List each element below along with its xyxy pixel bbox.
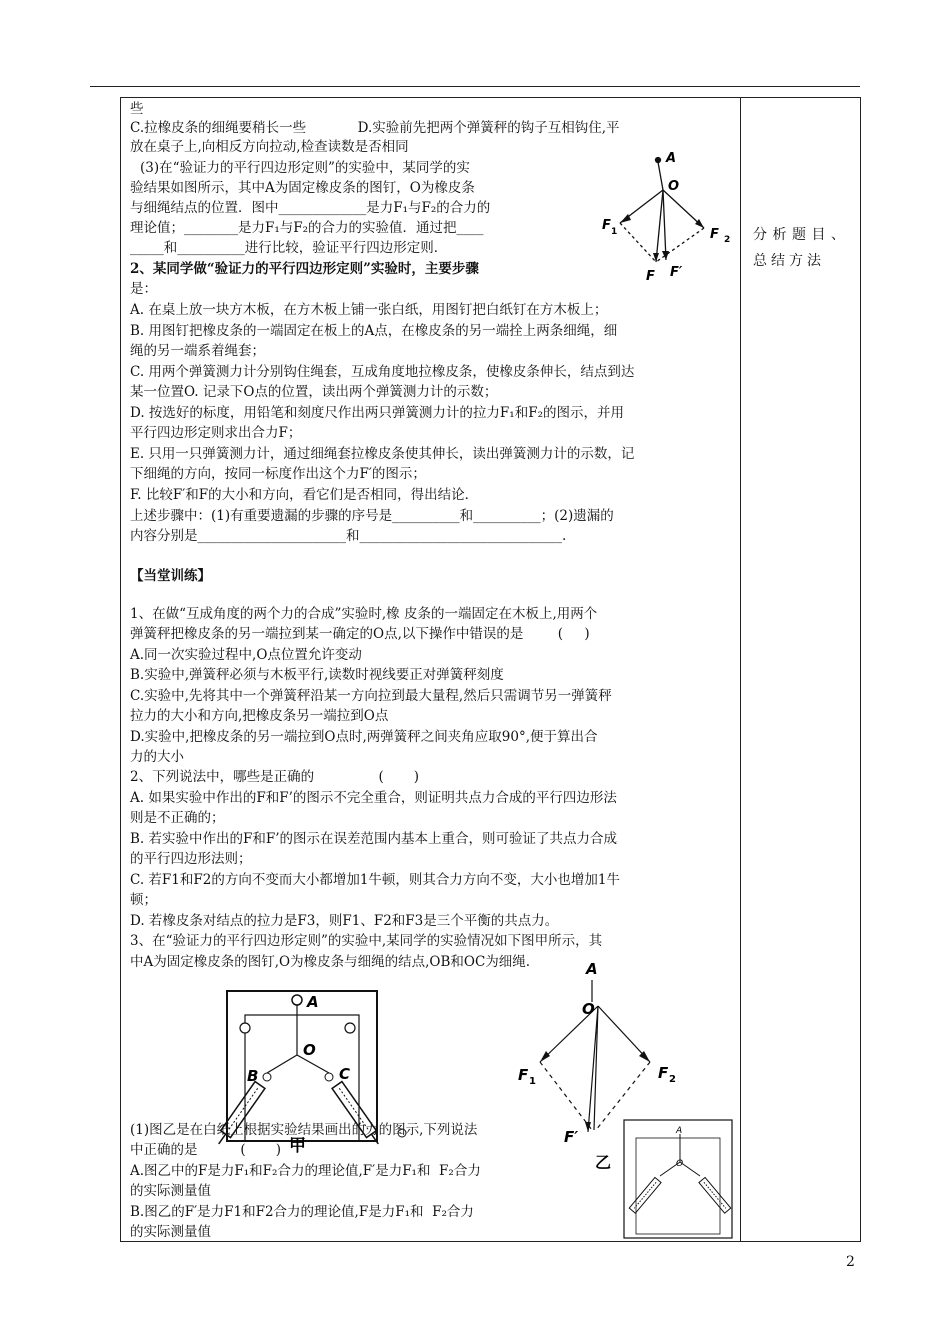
label-f1-sub: 1 bbox=[611, 227, 618, 237]
label-o: O bbox=[668, 179, 680, 194]
text-line: 则是不正确的； bbox=[130, 810, 225, 826]
page-number: 2 bbox=[846, 1254, 855, 1270]
text-line: 绳的另一端系着绳套； bbox=[130, 343, 265, 359]
text-line: 中A为固定橡皮条的图钉,O为橡皮条与细绳的结点,OB和OC为细绳. bbox=[130, 954, 531, 970]
vector-f bbox=[656, 190, 663, 262]
label-f2-sub: 2 bbox=[724, 235, 731, 245]
label-a: A bbox=[666, 151, 677, 166]
label-o: O bbox=[676, 1159, 684, 1169]
text-line: 内容分别是______________________和______________________________. bbox=[130, 528, 567, 544]
label-f1-sub: 1 bbox=[529, 1076, 536, 1087]
label-f2-sub: 2 bbox=[669, 1074, 676, 1085]
text-line: E. 只用一只弹簧测力计，通过细绳套拉橡皮条使其伸长，读出弹簧测力计的示数，记 bbox=[130, 446, 635, 462]
label-o: O bbox=[582, 1000, 595, 1018]
text-line: 下细绳的方向，按同一标度作出这个力F′的图示； bbox=[130, 466, 426, 482]
text-line: 验结果如图所示，其中A为固定橡皮条的图钉，O为橡皮条 bbox=[130, 180, 475, 196]
pin-circle bbox=[292, 995, 302, 1005]
text-line: _____和__________进行比较，验证平行四边形定则． bbox=[130, 240, 448, 256]
text-line: 弹簧秤把橡皮条的另一端拉到某一确定的O点,以下操作中错误的是 ( ) bbox=[130, 626, 590, 642]
label-f2: F bbox=[658, 1064, 669, 1082]
text-line: (3)在“验证力的平行四边形定则”的实验中，某同学的实 bbox=[140, 160, 470, 176]
text-line: 平行四边形定则求出合力F； bbox=[130, 425, 302, 441]
text-line: 是： bbox=[130, 281, 157, 297]
caption-yi: 乙 bbox=[595, 1153, 612, 1172]
label-a: A bbox=[307, 993, 319, 1011]
text-line: 力的大小 bbox=[130, 749, 184, 765]
label-c: C bbox=[339, 1065, 351, 1083]
text-line: D. 若橡皮条对结点的拉力是F3，则F1、F2和F3是三个平衡的共点力。 bbox=[130, 913, 559, 929]
text-line: 的实际测量值 bbox=[130, 1183, 211, 1199]
text-line: 的平行四边形法则； bbox=[130, 851, 252, 867]
dashed-side-1 bbox=[620, 223, 656, 262]
text-line: 某一位置O. 记录下O点的位置，读出两个弹簧测力计的示数； bbox=[130, 384, 498, 400]
header-rule bbox=[90, 86, 860, 87]
text-line: 顿； bbox=[130, 892, 157, 908]
text-line: C. 用两个弹簧测力计分别钩住绳套，互成角度地拉橡皮条，使橡皮条伸长，结点到达 bbox=[130, 364, 635, 380]
label-o: O bbox=[303, 1041, 316, 1059]
text-line: 些 bbox=[130, 101, 144, 117]
text-line: 上述步骤中：(1)有重要遗漏的步骤的序号是__________和__________；(2)遗漏的 bbox=[130, 508, 614, 524]
vector-fprime bbox=[663, 190, 666, 260]
label-f: F bbox=[646, 269, 655, 284]
text-line: 理论值；________是力F₁与F₂的合力的实验值．通过把____ bbox=[130, 220, 484, 236]
text-line: C. 若F1和F2的方向不变而大小都增加1牛顿，则其合力方向不变，大小也增加1牛 bbox=[130, 872, 621, 888]
text-line: 2、下列说法中，哪些是正确的 ( ) bbox=[130, 769, 420, 785]
text-line: 中正确的是 ( ) bbox=[130, 1142, 281, 1158]
label-a: A bbox=[676, 1126, 683, 1136]
label-fprime: F′ bbox=[670, 265, 683, 280]
text-line: B.实验中,弹簧秤必须与木板平行,读数时视线要正对弹簧秤刻度 bbox=[130, 667, 504, 683]
text-line: 拉力的大小和方向,把橡皮条另一端拉到O点 bbox=[130, 708, 389, 724]
text-line: A.同一次实验过程中,O点位置允许变动 bbox=[130, 647, 362, 663]
dashed-side-2 bbox=[656, 228, 704, 262]
text-line: B. 用图钉把橡皮条的一端固定在板上的A点，在橡皮条的另一端拴上两条细绳，细 bbox=[130, 323, 618, 339]
text-line: D. 按选好的标度，用铅笔和刻度尺作出两只弹簧测力计的拉力F₁和F₂的图示，并用 bbox=[130, 405, 624, 421]
label-f1: F bbox=[518, 1066, 529, 1084]
text-line: F. 比较F′和F的大小和方向，看它们是否相同，得出结论． bbox=[130, 487, 479, 503]
label-fprime: F′ bbox=[564, 1128, 579, 1146]
text-line: B. 若实验中作出的F和F’的图示在误差范围内基本上重合，则可验证了共点力合成 bbox=[130, 831, 618, 847]
text-line: 的实际测量值 bbox=[130, 1224, 211, 1240]
label-f2: F bbox=[710, 227, 719, 242]
figure-parallelogram bbox=[596, 150, 742, 286]
label-a: A bbox=[586, 960, 598, 978]
text-line: 1、在做“互成角度的两个力的合成”实验时,橡 皮条的一端固定在木板上,用两个 bbox=[130, 606, 598, 622]
label-f1: F bbox=[602, 218, 611, 233]
text-line: C.拉橡皮条的细绳要稍长一些 D.实验前先把两个弹簧秤的钩子互相钩住,平 bbox=[130, 120, 620, 136]
text-line: C.实验中,先将其中一个弹簧秤沿某一方向拉到最大量程,然后只需调节另一弹簧秤 bbox=[130, 688, 612, 704]
rubber-band bbox=[658, 162, 663, 190]
section-heading: 【当堂训练】 bbox=[130, 568, 211, 584]
pin-dot bbox=[656, 158, 661, 163]
text-line: A.图乙中的F是力F₁和F₂合力的理论值,F′是力F₁和 F₂合力 bbox=[130, 1163, 481, 1179]
text-line: A. 如果实验中作出的F和F’的图示不完全重合，则证明共点力合成的平行四边形法 bbox=[130, 790, 617, 806]
text-line: 与细绳结点的位置．图中_____________是力F₁与F₂的合力的 bbox=[130, 200, 491, 216]
text-line: A. 在桌上放一块方木板，在方木板上铺一张白纸，用图钉把白纸钉在方木板上； bbox=[130, 302, 608, 318]
question-heading: 2、某同学做“验证力的平行四边形定则”实验时，主要步骤 bbox=[130, 261, 479, 277]
text-line: D.实验中,把橡皮条的另一端拉到O点时,两弹簧秤之间夹角应取90°,便于算出合 bbox=[130, 729, 598, 745]
figure-small-apparatus bbox=[620, 1116, 738, 1240]
caption-jia: 甲 bbox=[289, 1136, 306, 1155]
text-line: B.图乙的F′是力F1和F2合力的理论值,F是力F₁和 F₂合力 bbox=[130, 1204, 474, 1220]
text-line: 3、在“验证力的平行四边形定则”的实验中,某同学的实验情况如下图甲所示，其 bbox=[130, 933, 603, 949]
label-b: B bbox=[247, 1067, 259, 1085]
text-line: (1)图乙是在白纸上根据实验结果画出的力的图示,下列说法 bbox=[130, 1122, 478, 1138]
side-note: 分析题目、总结方法 bbox=[753, 227, 849, 269]
text-line: 放在桌子上,向相反方向拉动,检查读数是否相同 bbox=[130, 139, 409, 155]
